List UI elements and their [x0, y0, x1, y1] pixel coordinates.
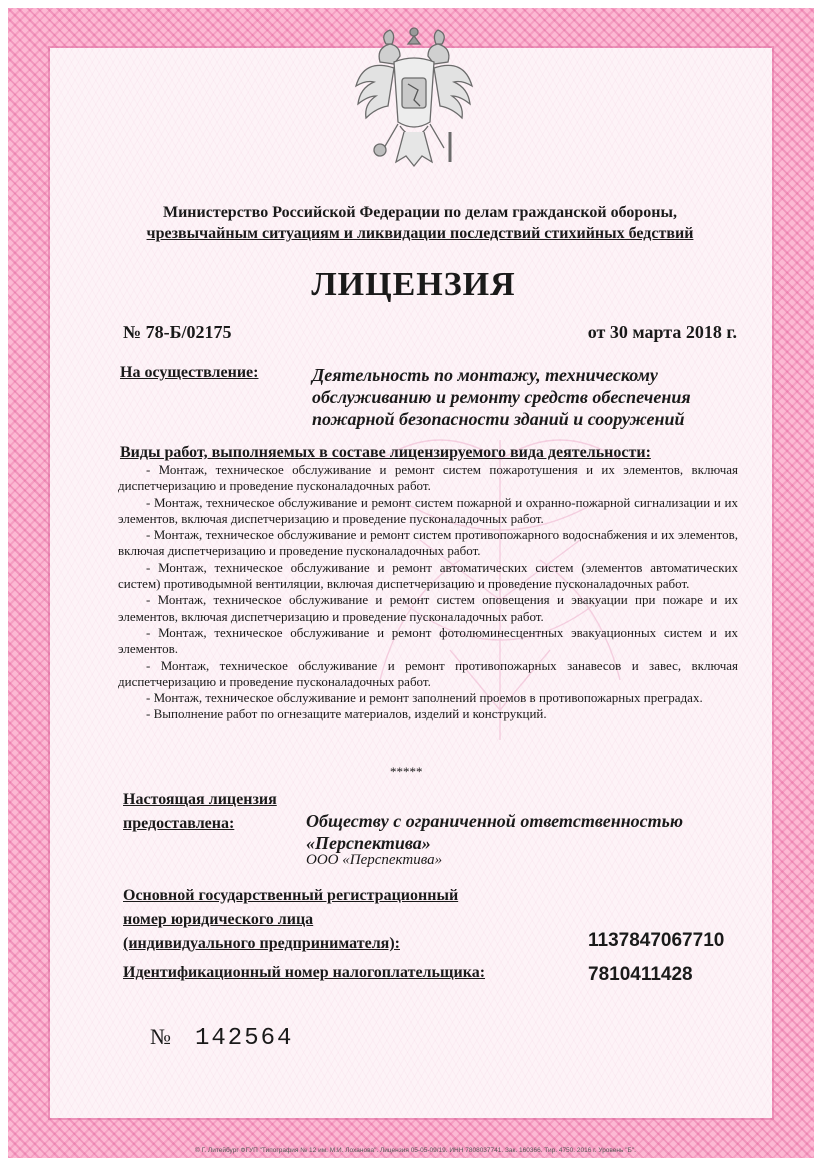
- ogrn-label-line-1: Основной государственный регистрационный: [123, 887, 459, 904]
- list-item: - Монтаж, техническое обслуживание и ремонт автоматических систем (элементов автоматических систем) противодымной вентиляции, включая диспетчеризацию и проведение пусконаладочных работ.: [118, 559, 738, 592]
- double-headed-eagle-icon: [350, 22, 478, 180]
- activity-text: Деятельность по монтажу, техническому обслуживанию и ремонту средств обеспечения пожарной безопасности зданий и сооружений: [312, 365, 691, 429]
- number-sign: №: [150, 1024, 173, 1049]
- works-heading: Виды работ, выполняемых в составе лицензируемого вида деятельности:: [120, 444, 651, 461]
- list-item: - Монтаж, техническое обслуживание и ремонт заполнений проемов в противопожарных преградах.: [146, 690, 703, 706]
- holder-label: [123, 788, 277, 836]
- printer-note: © Г. Литейбург ФГУП "Типография № 12 им. М.И. Лоханова". Лицензия 05-05-09/19. ИНН 7808037741. Зак. 160366. Тир. 4750. 2016 г. Уровень "Б".: [195, 1147, 636, 1154]
- blank-number: [150, 1024, 293, 1052]
- ministry-name: [100, 202, 740, 244]
- holder-label-line-2: предоставлена:: [123, 815, 235, 832]
- list-item: - Выполнение работ по огнезащите материалов, изделий и конструкций.: [146, 706, 547, 722]
- ministry-line-2: чрезвычайным ситуациям и ликвидации последствий стихийных бедствий: [146, 225, 694, 242]
- holder-name-line-2: «Перспектива»: [306, 833, 431, 853]
- license-date: от 30 марта 2018 г.: [587, 322, 737, 342]
- list-item: - Монтаж, техническое обслуживание и ремонт противопожарных занавесов и завес, включая диспетчеризацию и проведение пусконаладочных работ.: [118, 657, 738, 689]
- list-item: - Монтаж, техническое обслуживание и ремонт систем пожарной и охранно-пожарной сигнализации и их элементов, включая диспетчеризацию и проведение пусконаладочных работ.: [118, 494, 738, 526]
- holder-short-name: ООО «Перспектива»: [306, 852, 443, 868]
- ministry-line-1: Министерство Российской Федерации по делам гражданской обороны,: [162, 204, 678, 221]
- inn-value: 7810411428: [588, 964, 693, 985]
- holder-name-line-1: Обществу с ограниченной ответственностью: [306, 811, 684, 831]
- holder-name: [306, 810, 736, 854]
- ogrn-label: [123, 884, 458, 956]
- list-item: - Монтаж, техническое обслуживание и ремонт фотолюминесцентных эвакуационных систем и их элементов.: [118, 624, 738, 657]
- activity-label: На осуществление:: [120, 364, 259, 381]
- works-list: [118, 462, 738, 723]
- list-item: - Монтаж, техническое обслуживание и ремонт систем оповещения и эвакуации при пожаре и их элементов, включая диспетчеризацию и проведение пусконаладочных работ.: [118, 592, 738, 624]
- ogrn-label-line-2: номер юридического лица: [123, 911, 314, 928]
- list-item: - Монтаж, техническое обслуживание и ремонт систем противопожарного водоснабжения и их элементов, включая диспетчеризацию и проведение пусконаладочных работ.: [118, 527, 738, 559]
- inn-label: Идентификационный номер налогоплательщика:: [123, 964, 486, 981]
- document-title: ЛИЦЕНЗИЯ: [311, 266, 516, 303]
- ogrn-label-line-3: (индивидуального предпринимателя):: [123, 935, 400, 952]
- list-item: - Монтаж, техническое обслуживание и ремонт систем пожаротушения и их элементов, включая диспетчеризацию и проведение пусконаладочных работ.: [118, 462, 738, 494]
- ogrn-value: 1137847067710: [588, 930, 725, 951]
- holder-label-line-1: Настоящая лицензия: [123, 791, 277, 808]
- blank-number-value: 142564: [195, 1025, 294, 1052]
- license-number: № 78-Б/02175: [123, 322, 232, 342]
- section-separator: *****: [390, 764, 423, 779]
